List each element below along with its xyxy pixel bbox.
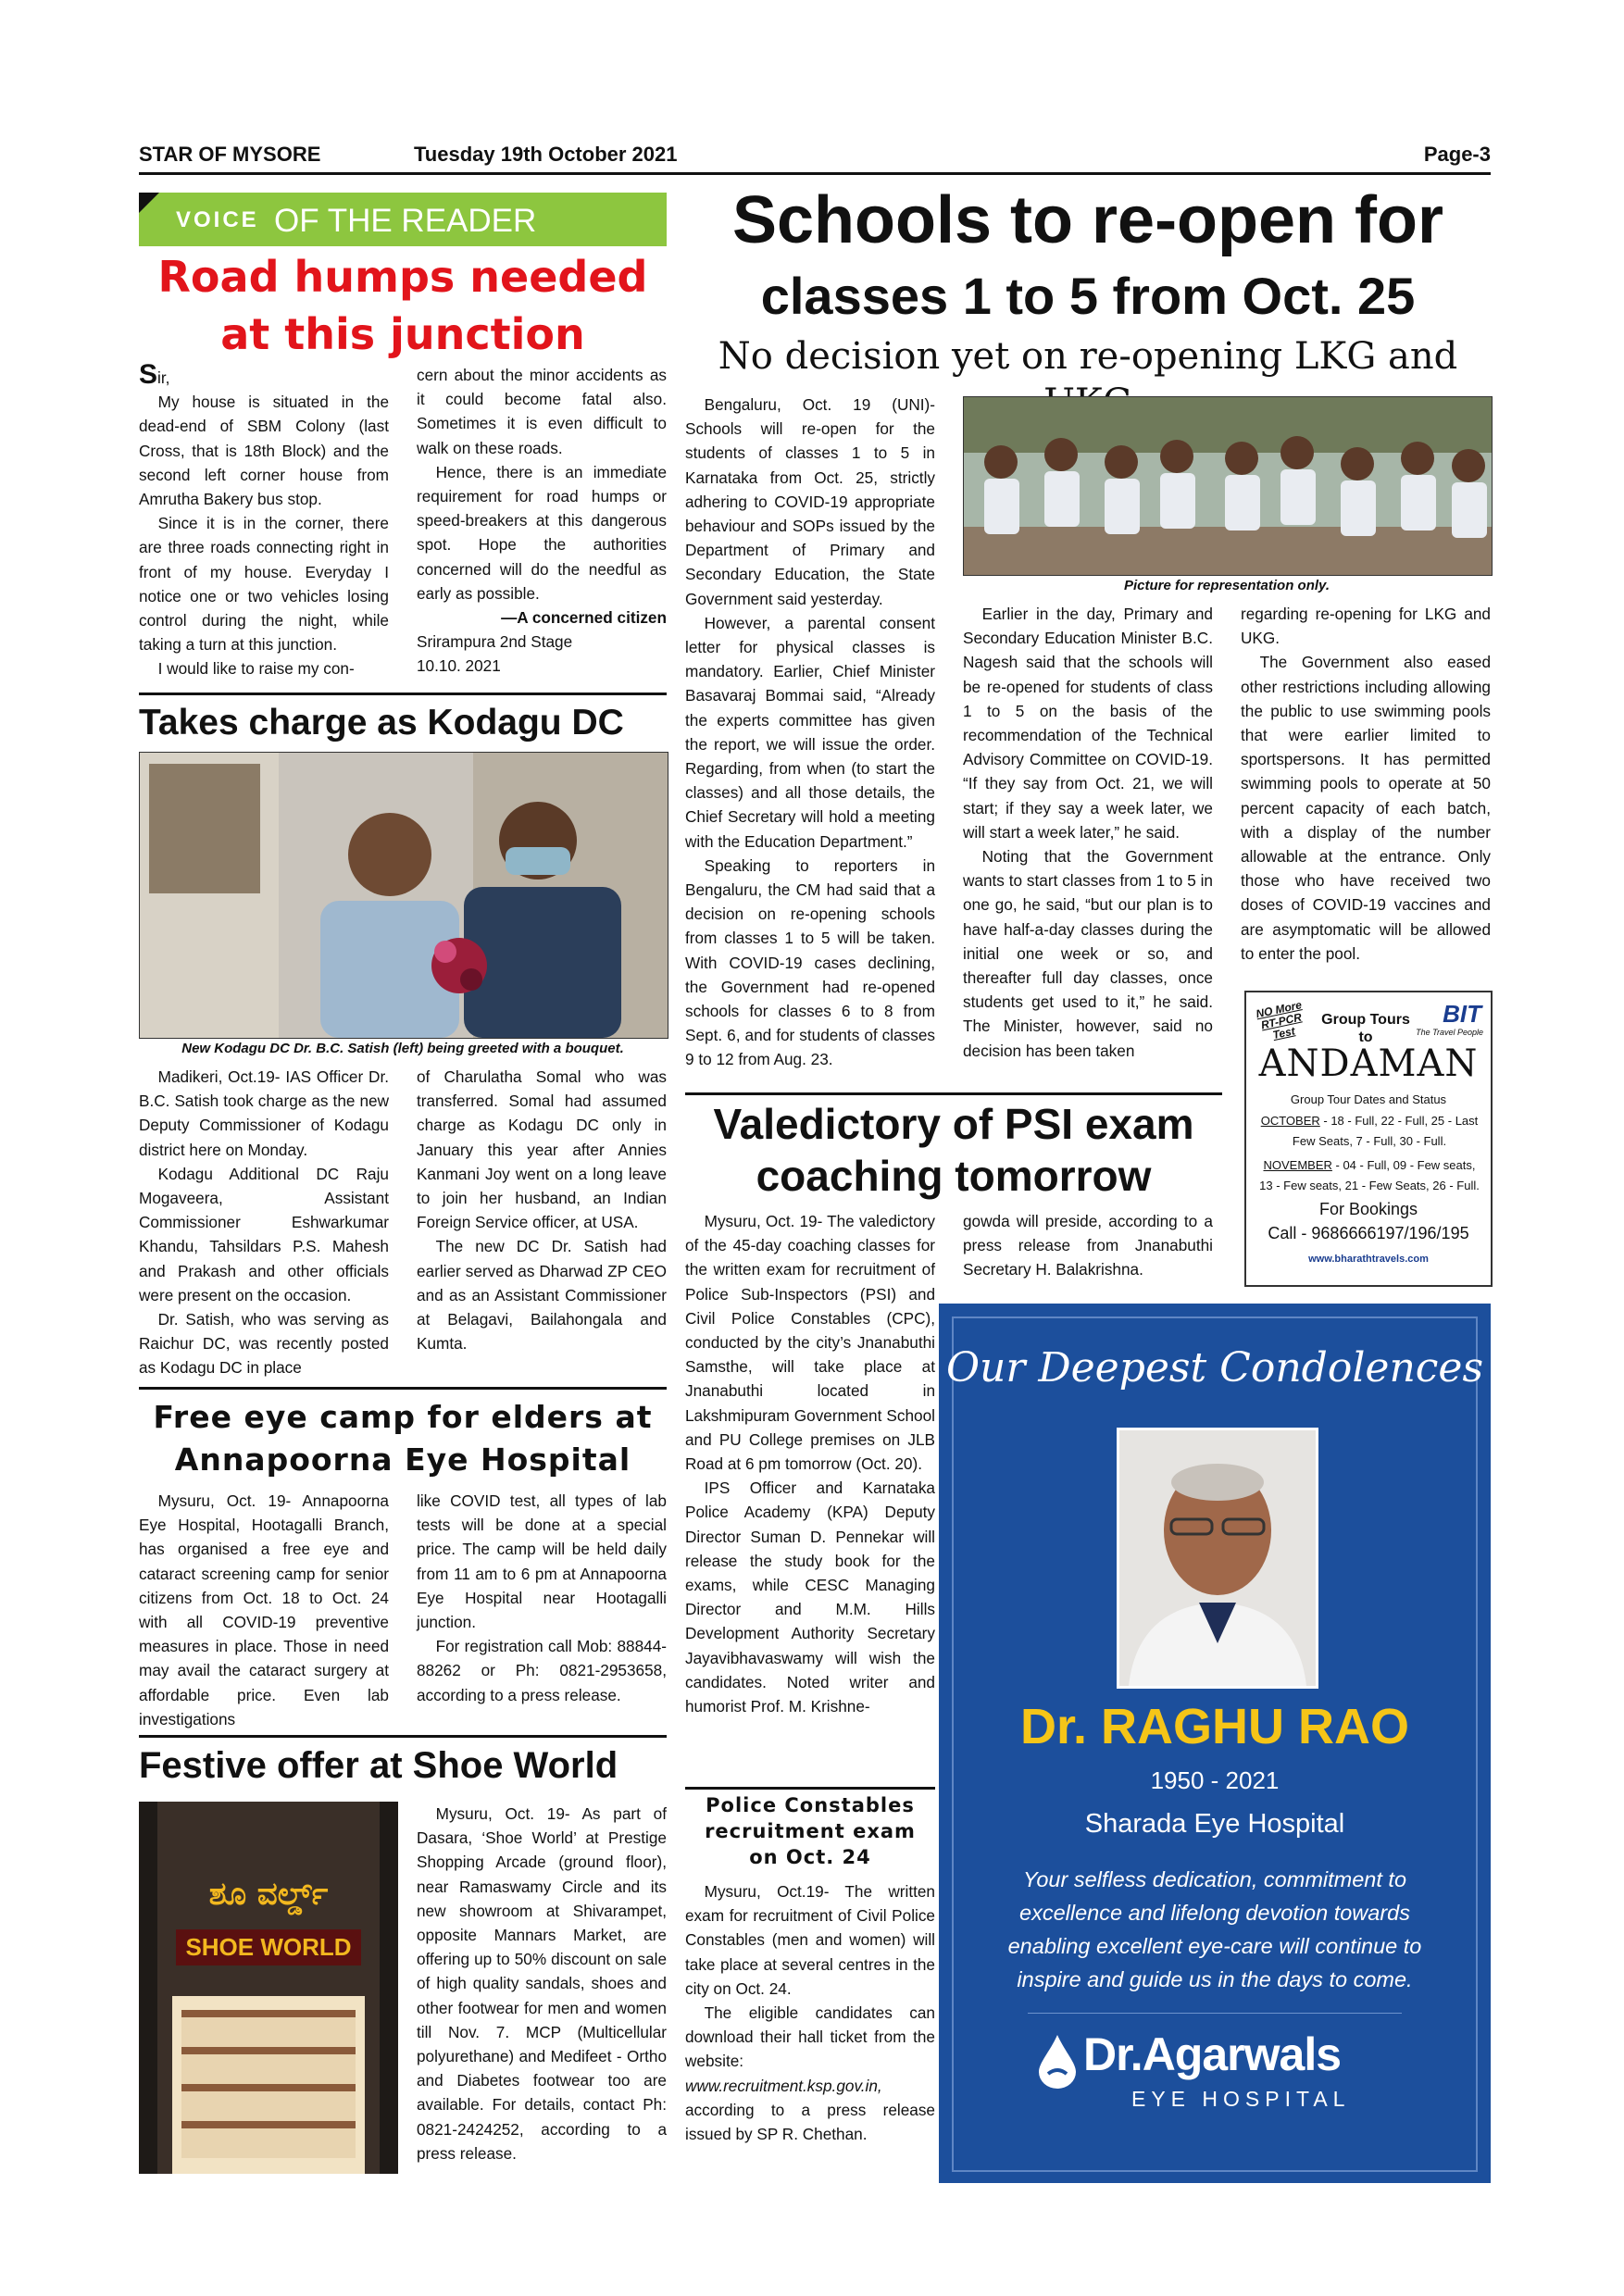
shoe-paragraph: Mysuru, Oct. 19- As part of Dasara, ‘Shoe World’ at Prestige Shopping Arcade (ground floor), near Ramaswamy Circle and its new showroom at Shivarampet, opposite Mannars Market, are offering up to 50% discount on sale of high quality sandals, shoes and other footwear for men and women till Nov. 7. MCP (Multicellular polyurethane) and Medifeet - Ortho and Diabetes footwear too are available. For details, contact Ph: 0821-2424252, according to a press release. — [417, 1804, 667, 2163]
police-paragraph: Mysuru, Oct.19- The written exam for recruitment of Civil Police Constables (men and women) will take place at several centres in the city on Oct. 24. — [685, 1882, 935, 1998]
police-headline-line1: Police Constables — [706, 1794, 915, 1816]
agarwals-logo-name: Dr.Agarwals — [1083, 2028, 1342, 2080]
psi-paragraph: gowda will preside, according to a press release from Jnanabuthi Secretary H. Balakrishna. — [963, 1212, 1213, 1279]
bit-tagline: The Travel People — [1416, 1028, 1483, 1037]
tribute-text: Your selfless dedication, commitment to excellence and lifelong devotion towards enabling excellent eye-care will continue to inspire and guide us in the days to come. — [1007, 1867, 1422, 1991]
october-status: - 18 - Full, 22 - Full, 25 - Last Few Seats, 7 - Full, 30 - Full. — [1292, 1114, 1479, 1148]
voice-label: VOICE — [176, 207, 259, 232]
eyecamp-rule — [139, 1387, 667, 1390]
banner-corner-icon — [139, 193, 159, 213]
eyecamp-headline-line1: Free eye camp for elders at — [153, 1399, 653, 1435]
schools-column-3 — [1241, 602, 1491, 966]
eyecamp-column-2 — [417, 1489, 667, 1707]
agarwals-logo-sub: EYE HOSPITAL — [1131, 2087, 1351, 2111]
ad-divider — [1028, 2013, 1402, 2014]
store-sign-english: SHOE WORLD — [176, 1929, 361, 1965]
eyecamp-headline — [139, 1396, 667, 1481]
bouquet-greeting-image — [140, 753, 668, 1038]
eyecamp-column-1 — [139, 1489, 389, 1731]
kodagu-paragraph: Dr. Satish, who was serving as Raichur DC, was recently posted as Kodagu DC in place — [139, 1310, 389, 1378]
schools-headline-line2: classes 1 to 5 from Oct. 25 — [760, 267, 1416, 325]
letter-paragraph: Hence, there is an immediate requirement for road humps or speed-breakers at this dangerous spot. Hope the authorities concerned will do the needful as early as possible. — [417, 462, 667, 603]
condolence-ad — [939, 1304, 1491, 2183]
bit-logo: BIT — [1443, 1000, 1481, 1028]
letter-date: 10.10. 2021 — [417, 656, 501, 676]
eyecamp-headline-line2: Annapoorna Eye Hospital — [174, 1441, 631, 1478]
schoolchildren-image — [964, 397, 1492, 575]
letter-signature: —A concerned citizen — [501, 608, 667, 628]
kodagu-photo — [139, 752, 668, 1039]
letter-address: Srirampura 2nd Stage — [417, 632, 573, 652]
kodagu-paragraph: The new DC Dr. Satish had earlier served as Dharwad ZP CEO and as an Assistant Commissioner at Belagavi, Bailahongala and Kumta. — [417, 1237, 667, 1354]
schools-column-1 — [685, 393, 935, 1072]
letter-paragraph: cern about the minor accidents as it could become fatal also. Sometimes it is even difficult to walk on these roads. — [417, 366, 667, 457]
store-sign-kannada: ಶೂ ವರ್ಲ್ಡ್ — [208, 1876, 329, 1913]
schools-column-2 — [963, 602, 1213, 1063]
police-text: according to a press release issued by SP R. Chethan. — [685, 2100, 935, 2144]
psi-headline-line2: coaching tomorrow — [756, 1152, 1152, 1200]
shoe-rule — [139, 1735, 667, 1738]
psi-paragraph: Mysuru, Oct. 19- The valedictory of the 45-day coaching classes for the written exam for recruitment of Police Sub-Inspectors (PSI) and Civil Police Constables (CPC), conducted by the city’s Jnanabuthi Samsthe, will take place at Jnanabuthi located in Lakshmipuram Government School and PU College premises on JLB Road at 6 pm tomorrow (Oct. 20). — [685, 1212, 935, 1474]
recruitment-website-link[interactable]: www.recruitment.ksp.gov.in, — [685, 2076, 882, 2095]
police-headline — [685, 1792, 935, 1870]
salutation — [139, 359, 389, 390]
schools-subhead: No decision yet on re-opening LKG and — [718, 335, 1458, 378]
deceased-name: Dr. RAGHU RAO — [1019, 1699, 1410, 1754]
voice-of-reader-banner — [139, 193, 667, 246]
kodagu-column-2 — [417, 1065, 667, 1355]
kodagu-column-1 — [139, 1065, 389, 1380]
letter-paragraph: My house is situated in the dead-end of SBM Colony (last Cross, that is 18th Block) and the second left corner house from Amrutha Bakery bus stop. — [139, 393, 389, 509]
schools-paragraph: Noting that the Government wants to start classes from 1 to 5 in one go, he said, “but our plan is to have half-a-day classes during the initial one week or so, and thereafter full day classes, once students get used to it,” he said. The Minister, however, said no decision has been taken — [963, 847, 1213, 1060]
letter-column-1 — [139, 359, 389, 681]
eyecamp-paragraph: For registration call Mob: 88844-88262 or Ph: 0821-2953658, according to a press release. — [417, 1637, 667, 1704]
schools-paragraph: The Government also eased other restrictions including allowing the public to use swimming pools that were earlier limited to sportspersons. It has permitted swimming pools to operate at 50 percent capacity of each batch, with a display of the number allowable at the entrance. Only those who have received two doses of COVID-19 vaccines and are asymptomatic will be allowed to enter the pool. — [1241, 653, 1491, 963]
salutation-rest: ir, — [157, 368, 170, 387]
psi-paragraph: IPS Officer and Karnataka Police Academy (KPA) Deputy Director Suman D. Pennekar will release the study book for the exams, while CESC Managing Director and M.M. Hills Development Authority Secretary Jayavibhavaswamy will wish the candidates. Noted writer and humorist Prof. M. Krishne- — [685, 1479, 935, 1716]
november-status: - 04 - Full, 09 - Few seats, 13 - Few seats, 21 - Few Seats, 26 - Full. — [1259, 1158, 1480, 1192]
group-tours-label: Group Tours to — [1321, 1012, 1410, 1045]
police-headline-line3: on Oct. 24 — [749, 1846, 871, 1868]
schools-paragraph: Earlier in the day, Primary and Secondary Education Minister B.C. Nagesh said that the schools will be re-opened for students of class 1 to 5 on the basis of the recommendation of the Technical Advisory Committee on COVID-19. “If they say from Oct. 21, we will start; if they say a week later, we will start a week later,” he said. — [963, 605, 1213, 842]
kodagu-headline: Takes charge as Kodagu DC — [139, 703, 624, 742]
psi-column-2 — [963, 1209, 1213, 1282]
life-years: 1950 - 2021 — [1150, 1766, 1280, 1794]
andaman-tour-ad[interactable] — [1244, 991, 1493, 1287]
letter-headline — [139, 248, 667, 363]
condolence-title: Our Deepest Condolences — [945, 1344, 1484, 1391]
kodagu-paragraph: Kodagu Additional DC Raju Mogaveera, Assistant Commissioner Eshwarkumar Khandu, Tahsildars P.S. Mahesh and Prakash and other officials were present on the occasion. — [139, 1164, 389, 1304]
october-label: OCTOBER — [1260, 1114, 1320, 1128]
letter-paragraph: I would like to raise my con- — [157, 659, 355, 679]
masthead — [139, 139, 1491, 175]
police-paragraph — [685, 2001, 935, 2146]
eyecamp-paragraph: Mysuru, Oct. 19- Annapoorna Eye Hospital, Hootagalli Branch, has organised a free eye and cataract screening camp for senior citizens from Oct. 18 to Oct. 24 with all COVID-19 preventive measures in place. Those in need may avail the cataract surgery at affordable price. Even lab investigations — [139, 1491, 389, 1728]
hospital-name: Sharada Eye Hospital — [1084, 1809, 1345, 1839]
eyecamp-paragraph: like COVID test, all types of lab tests will be done at a special price. The camp will be held daily from 11 am to 6 pm at Annapoorna Eye Hospital near Hootagalli junction. — [417, 1491, 667, 1632]
bookings-label: For Bookings — [1318, 1200, 1418, 1218]
letter-paragraph: Since it is in the corner, there are three roads connecting right in front of my house. Everyday I notice one or two vehicles losing control during the night, while taking a turn at this junction. — [139, 514, 389, 655]
shoe-shelves — [181, 2010, 356, 2158]
shoe-store-photo — [139, 1802, 398, 2174]
paper-name: STAR OF MYSORE — [139, 143, 321, 166]
psi-column-1 — [685, 1209, 935, 1718]
november-dates — [1255, 1155, 1483, 1196]
andaman-title: ANDAMAN — [1258, 1042, 1479, 1085]
police-rule — [685, 1787, 935, 1790]
page-number: Page-3 — [1423, 143, 1491, 166]
agarwals-drop-icon — [1037, 2033, 1078, 2089]
letter-headline-line2: at this junction — [220, 309, 585, 359]
schools-photo — [963, 396, 1493, 576]
portrait-photo — [1117, 1428, 1318, 1689]
october-dates — [1255, 1111, 1483, 1152]
drop-initial: S — [139, 359, 158, 390]
schools-paragraph: Bengaluru, Oct. 19 (UNI)- Schools will re-open for the students of classes 1 to 5 in Karnataka from Oct. 25, strictly adhering to COVID-19 appropriate behaviour and SOPs issued by the Department of Primary and Secondary Education, the State Government said yesterday. — [685, 395, 935, 608]
kodagu-rule — [139, 693, 667, 695]
kodagu-paragraph: Madikeri, Oct.19- IAS Officer Dr. B.C. Satish took charge as the new Deputy Commissioner of Kodagu district here on Monday. — [139, 1067, 389, 1159]
police-text: The eligible candidates can download their hall ticket from the website: — [685, 2003, 935, 2071]
portrait-image — [1119, 1430, 1316, 1686]
schools-caption: Picture for representation only. — [1124, 578, 1330, 593]
schools-paragraph: Speaking to reporters in Bengaluru, the CM had said that a decision on re-opening schools from classes 1 to 5 will be taken. With COVID-19 cases declining, the Government had re-opened schools for classes 6 to 8 from Sept. 6, and for students of classes 9 to 12 from Aug. 23. — [685, 855, 935, 1069]
booking-phone[interactable]: Call - 9686666197/196/195 — [1268, 1224, 1469, 1242]
kodagu-caption: New Kodagu DC Dr. B.C. Satish (left) being greeted with a bouquet. — [181, 1041, 624, 1056]
issue-date: Tuesday 19th October 2021 — [414, 143, 678, 166]
letter-headline-line1: Road humps needed — [157, 252, 648, 302]
shoe-headline: Festive offer at Shoe World — [139, 1745, 618, 1786]
letter-column-2 — [417, 363, 667, 679]
booking-website[interactable]: www.bharathtravels.com — [1308, 1254, 1429, 1265]
police-headline-line2: recruitment exam — [705, 1820, 916, 1842]
of-the-reader-label: OF THE READER — [274, 203, 537, 239]
november-label: NOVEMBER — [1263, 1158, 1332, 1172]
schools-headline-line1: Schools to re-open for — [731, 183, 1444, 257]
schools-paragraph: regarding re-opening for LKG and UKG. — [1241, 605, 1491, 648]
psi-rule — [685, 1092, 1222, 1095]
no-rtpcr-badge: NO More RT-PCR Test — [1255, 998, 1304, 1042]
kodagu-paragraph: of Charulatha Somal who was transferred. Somal had assumed charge as Kodagu DC only in January this year after Annies Kanmani Joy went on a long leave to join her husband, an Indian Foreign Service officer, at USA. — [417, 1067, 667, 1232]
tour-dates-subtitle: Group Tour Dates and Status — [1290, 1092, 1447, 1106]
shoe-column — [417, 1802, 667, 2165]
police-column — [685, 1879, 935, 2146]
psi-headline-line1: Valedictory of PSI exam — [713, 1100, 1194, 1148]
schools-paragraph: However, a parental consent letter for physical classes is mandatory. Earlier, Chief Minister Basavaraj Bommai said, “Already the experts committee has given the report, we will issue the order. Regarding, from when (to start the classes) and all those details, the Chief Secretary will hold a meeting with the Education Department.” — [685, 613, 935, 851]
psi-headline — [685, 1098, 1222, 1202]
